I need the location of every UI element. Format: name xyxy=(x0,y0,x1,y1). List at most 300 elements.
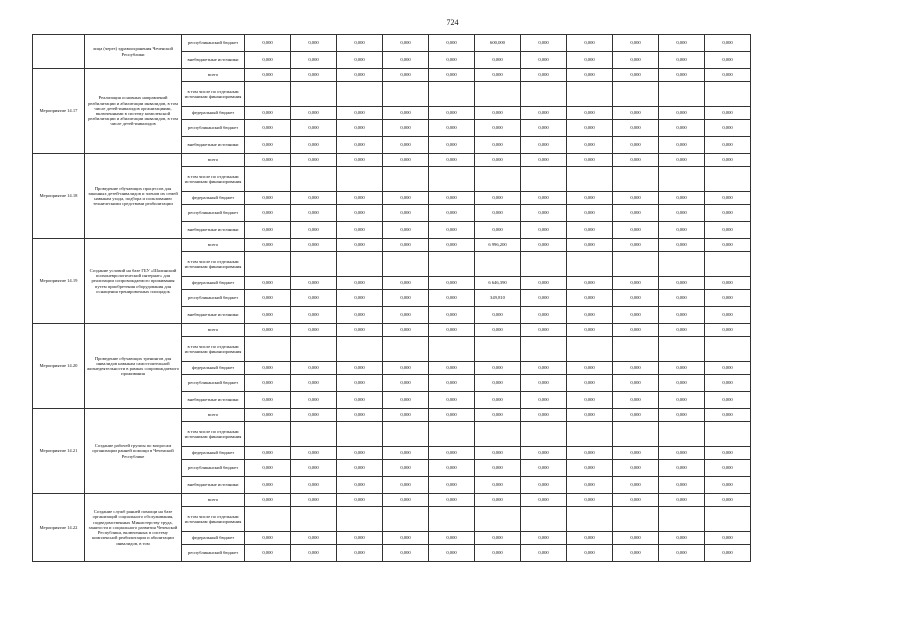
amount-cell: 0,000 xyxy=(245,460,291,477)
amount-cell: 0,000 xyxy=(245,324,291,337)
amount-cell: 0,000 xyxy=(613,205,659,222)
amount-cell: 0,000 xyxy=(567,460,613,477)
amount-cell xyxy=(383,82,429,107)
amount-cell xyxy=(521,422,567,447)
amount-cell xyxy=(521,252,567,277)
amount-cell: 0,000 xyxy=(383,409,429,422)
amount-cell: 0,000 xyxy=(337,137,383,154)
amount-cell: 0,000 xyxy=(475,532,521,545)
amount-cell: 0,000 xyxy=(291,324,337,337)
amount-cell: 0,000 xyxy=(291,290,337,307)
measure-name-cell: Реализация основных направлений реабилитации и абилитации инвалидов, в том числе детей-инвалидов организациями, включенными в систему комплексной реабилитации и абилитации инвалидов, в том числе детей-инвалидов xyxy=(85,69,182,154)
amount-cell: 0,000 xyxy=(613,239,659,252)
amount-cell: 0,000 xyxy=(659,154,705,167)
amount-cell: 0,000 xyxy=(567,532,613,545)
funding-source-cell: всего xyxy=(182,494,245,507)
amount-cell: 0,000 xyxy=(383,52,429,69)
funding-source-cell: внебюджетные источники xyxy=(182,477,245,494)
measure-code-cell: Мероприятие 14.21 xyxy=(33,409,85,494)
amount-cell: 0,000 xyxy=(613,277,659,290)
amount-cell: 0,000 xyxy=(383,494,429,507)
amount-cell: 0,000 xyxy=(521,222,567,239)
amount-cell: 0,000 xyxy=(521,460,567,477)
amount-cell: 0,000 xyxy=(567,35,613,52)
amount-cell xyxy=(429,252,475,277)
amount-cell: 0,000 xyxy=(383,205,429,222)
amount-cell: 0,000 xyxy=(567,477,613,494)
amount-cell xyxy=(429,167,475,192)
amount-cell: 0,000 xyxy=(245,409,291,422)
amount-cell xyxy=(521,507,567,532)
funding-source-cell: всего xyxy=(182,154,245,167)
amount-cell: 0,000 xyxy=(337,222,383,239)
amount-cell: 0,000 xyxy=(337,239,383,252)
amount-cell: 600,000 xyxy=(475,35,521,52)
amount-cell: 0,000 xyxy=(705,222,751,239)
amount-cell: 0,000 xyxy=(429,362,475,375)
amount-cell: 0,000 xyxy=(567,447,613,460)
amount-cell xyxy=(337,422,383,447)
amount-cell: 0,000 xyxy=(291,52,337,69)
amount-cell: 0,000 xyxy=(245,277,291,290)
amount-cell: 0,000 xyxy=(705,69,751,82)
funding-source-cell: федеральный бюджет xyxy=(182,532,245,545)
amount-cell: 0,000 xyxy=(245,494,291,507)
amount-cell: 349,810 xyxy=(475,290,521,307)
amount-cell xyxy=(567,422,613,447)
amount-cell xyxy=(337,252,383,277)
amount-cell xyxy=(521,167,567,192)
amount-cell: 0,000 xyxy=(429,375,475,392)
amount-cell: 0,000 xyxy=(383,154,429,167)
amount-cell xyxy=(337,167,383,192)
amount-cell: 0,000 xyxy=(613,192,659,205)
amount-cell: 0,000 xyxy=(383,277,429,290)
amount-cell xyxy=(613,252,659,277)
funding-source-cell: республиканский бюджет xyxy=(182,35,245,52)
funding-source-cell: всего xyxy=(182,409,245,422)
funding-source-cell: внебюджетные источники xyxy=(182,52,245,69)
amount-cell: 0,000 xyxy=(383,307,429,324)
amount-cell: 0,000 xyxy=(245,239,291,252)
amount-cell: 0,000 xyxy=(429,154,475,167)
amount-cell: 0,000 xyxy=(659,120,705,137)
amount-cell xyxy=(567,252,613,277)
amount-cell: 0,000 xyxy=(521,290,567,307)
amount-cell: 0,000 xyxy=(521,324,567,337)
amount-cell: 0,000 xyxy=(291,35,337,52)
amount-cell: 0,000 xyxy=(613,120,659,137)
amount-cell: 0,000 xyxy=(245,532,291,545)
amount-cell: 0,000 xyxy=(429,545,475,562)
amount-cell xyxy=(567,167,613,192)
amount-cell: 0,000 xyxy=(659,137,705,154)
amount-cell xyxy=(613,507,659,532)
amount-cell xyxy=(291,167,337,192)
amount-cell: 0,000 xyxy=(291,375,337,392)
amount-cell: 0,000 xyxy=(429,52,475,69)
amount-cell: 0,000 xyxy=(383,460,429,477)
amount-cell: 0,000 xyxy=(613,375,659,392)
amount-cell: 0,000 xyxy=(659,307,705,324)
amount-cell: 0,000 xyxy=(337,290,383,307)
amount-cell xyxy=(291,422,337,447)
amount-cell: 0,000 xyxy=(383,290,429,307)
measure-code-cell xyxy=(33,35,85,69)
amount-cell: 0,000 xyxy=(475,409,521,422)
amount-cell: 0,000 xyxy=(613,447,659,460)
amount-cell: 0,000 xyxy=(567,392,613,409)
amount-cell: 0,000 xyxy=(337,362,383,375)
amount-cell: 0,000 xyxy=(475,154,521,167)
amount-cell: 0,000 xyxy=(475,494,521,507)
funding-source-cell: республиканский бюджет xyxy=(182,375,245,392)
amount-cell xyxy=(475,252,521,277)
amount-cell: 0,000 xyxy=(291,137,337,154)
amount-cell: 0,000 xyxy=(245,307,291,324)
amount-cell xyxy=(659,252,705,277)
funding-source-cell: в том числе по отдельным источникам финансирования xyxy=(182,82,245,107)
amount-cell: 0,000 xyxy=(567,69,613,82)
table-row xyxy=(33,239,751,252)
amount-cell: 0,000 xyxy=(475,545,521,562)
amount-cell: 0,000 xyxy=(705,239,751,252)
amount-cell: 0,000 xyxy=(337,494,383,507)
funding-source-cell: в том числе по отдельным источникам финансирования xyxy=(182,507,245,532)
amount-cell: 0,000 xyxy=(613,69,659,82)
amount-cell: 0,000 xyxy=(291,69,337,82)
amount-cell: 0,000 xyxy=(475,52,521,69)
amount-cell: 0,000 xyxy=(429,107,475,120)
amount-cell: 0,000 xyxy=(337,477,383,494)
amount-cell: 0,000 xyxy=(521,409,567,422)
amount-cell: 0,000 xyxy=(613,409,659,422)
amount-cell: 0,000 xyxy=(659,69,705,82)
amount-cell: 0,000 xyxy=(521,392,567,409)
measure-name-cell: лица (через) здравоохранения Чеченской Республики xyxy=(85,35,182,69)
amount-cell xyxy=(291,252,337,277)
amount-cell: 0,000 xyxy=(245,120,291,137)
amount-cell xyxy=(383,337,429,362)
amount-cell: 0,000 xyxy=(245,107,291,120)
amount-cell: 0,000 xyxy=(659,290,705,307)
amount-cell xyxy=(705,507,751,532)
amount-cell xyxy=(429,507,475,532)
amount-cell: 0,000 xyxy=(613,222,659,239)
measure-code-cell: Мероприятие 14.22 xyxy=(33,494,85,562)
amount-cell: 0,000 xyxy=(337,154,383,167)
amount-cell xyxy=(659,82,705,107)
amount-cell: 0,000 xyxy=(475,392,521,409)
amount-cell xyxy=(613,337,659,362)
amount-cell xyxy=(613,422,659,447)
amount-cell: 0,000 xyxy=(475,324,521,337)
amount-cell: 0,000 xyxy=(659,52,705,69)
amount-cell: 0,000 xyxy=(337,107,383,120)
amount-cell: 0,000 xyxy=(567,107,613,120)
amount-cell: 0,000 xyxy=(337,532,383,545)
amount-cell: 0,000 xyxy=(383,362,429,375)
amount-cell xyxy=(613,167,659,192)
funding-source-cell: республиканский бюджет xyxy=(182,460,245,477)
amount-cell: 0,000 xyxy=(659,222,705,239)
amount-cell: 0,000 xyxy=(567,154,613,167)
amount-cell: 0,000 xyxy=(705,409,751,422)
amount-cell xyxy=(521,82,567,107)
amount-cell: 0,000 xyxy=(475,222,521,239)
amount-cell: 0,000 xyxy=(475,362,521,375)
amount-cell: 0,000 xyxy=(659,460,705,477)
amount-cell: 0,000 xyxy=(291,477,337,494)
amount-cell xyxy=(429,337,475,362)
amount-cell: 0,000 xyxy=(429,205,475,222)
amount-cell: 0,000 xyxy=(337,52,383,69)
amount-cell xyxy=(475,167,521,192)
amount-cell: 0,000 xyxy=(659,239,705,252)
funding-source-cell: республиканский бюджет xyxy=(182,545,245,562)
amount-cell: 0,000 xyxy=(245,222,291,239)
amount-cell: 0,000 xyxy=(429,35,475,52)
amount-cell: 0,000 xyxy=(429,137,475,154)
amount-cell: 0,000 xyxy=(245,392,291,409)
amount-cell: 0,000 xyxy=(291,409,337,422)
measure-name-cell: Проведение обучающих процессов для законных детей-инвалидов и членов их семей навыкам ухода, подбора и пользованию техническими средствами реабилитации xyxy=(85,154,182,239)
amount-cell: 0,000 xyxy=(475,307,521,324)
amount-cell: 0,000 xyxy=(245,375,291,392)
amount-cell: 0,000 xyxy=(567,375,613,392)
amount-cell: 0,000 xyxy=(705,532,751,545)
amount-cell: 0,000 xyxy=(613,477,659,494)
amount-cell: 0,000 xyxy=(567,192,613,205)
amount-cell: 0,000 xyxy=(337,277,383,290)
amount-cell xyxy=(659,337,705,362)
amount-cell: 0,000 xyxy=(613,35,659,52)
amount-cell: 0,000 xyxy=(245,545,291,562)
amount-cell: 0,000 xyxy=(291,107,337,120)
funding-source-cell: в том числе по отдельным источникам финансирования xyxy=(182,422,245,447)
amount-cell xyxy=(245,507,291,532)
amount-cell: 0,000 xyxy=(429,192,475,205)
page-number: 724 xyxy=(446,18,459,27)
amount-cell: 0,000 xyxy=(567,494,613,507)
amount-cell: 0,000 xyxy=(705,277,751,290)
amount-cell: 0,000 xyxy=(429,392,475,409)
amount-cell: 0,000 xyxy=(613,545,659,562)
amount-cell: 0,000 xyxy=(659,494,705,507)
amount-cell xyxy=(429,422,475,447)
amount-cell: 0,000 xyxy=(567,222,613,239)
measure-code-cell: Мероприятие 14.19 xyxy=(33,239,85,324)
amount-cell: 0,000 xyxy=(291,307,337,324)
funding-source-cell: федеральный бюджет xyxy=(182,192,245,205)
amount-cell: 0,000 xyxy=(705,460,751,477)
amount-cell: 0,000 xyxy=(245,52,291,69)
amount-cell: 0,000 xyxy=(291,205,337,222)
amount-cell: 0,000 xyxy=(613,107,659,120)
amount-cell: 0,000 xyxy=(245,69,291,82)
amount-cell: 0,000 xyxy=(705,362,751,375)
amount-cell: 0,000 xyxy=(245,154,291,167)
table-row xyxy=(33,324,751,337)
amount-cell: 0,000 xyxy=(337,69,383,82)
amount-cell: 0,000 xyxy=(245,290,291,307)
amount-cell: 0,000 xyxy=(567,205,613,222)
amount-cell xyxy=(475,422,521,447)
amount-cell: 0,000 xyxy=(383,35,429,52)
amount-cell xyxy=(245,337,291,362)
amount-cell: 0,000 xyxy=(567,324,613,337)
amount-cell xyxy=(475,82,521,107)
amount-cell xyxy=(383,507,429,532)
funding-source-cell: федеральный бюджет xyxy=(182,107,245,120)
funding-source-cell: республиканский бюджет xyxy=(182,290,245,307)
amount-cell: 0,000 xyxy=(705,545,751,562)
amount-cell: 0,000 xyxy=(245,362,291,375)
amount-cell: 0,000 xyxy=(705,154,751,167)
amount-cell: 0,000 xyxy=(659,277,705,290)
amount-cell: 0,000 xyxy=(475,137,521,154)
funding-source-cell: внебюджетные источники xyxy=(182,222,245,239)
amount-cell: 0,000 xyxy=(521,545,567,562)
amount-cell: 0,000 xyxy=(705,307,751,324)
funding-source-cell: внебюджетные источники xyxy=(182,392,245,409)
amount-cell xyxy=(291,507,337,532)
measure-name-cell: Проведение обучающих тренингов для инвалидов навыкам самостоятельной жизнедеятельности в рамках сопровождаемого проживания xyxy=(85,324,182,409)
amount-cell: 0,000 xyxy=(521,307,567,324)
measure-name-cell: Создание служб ранней помощи на базе организаций социального обслуживания, подведомственных Министерству труда, занятости и социального развития Чеченской Республики, включенных в систему комплексной реабилитации и абилитации инвалидов, в том xyxy=(85,494,182,562)
amount-cell: 0,000 xyxy=(429,120,475,137)
amount-cell: 0,000 xyxy=(659,392,705,409)
amount-cell xyxy=(475,507,521,532)
amount-cell: 0,000 xyxy=(705,375,751,392)
amount-cell: 0,000 xyxy=(291,545,337,562)
amount-cell: 0,000 xyxy=(337,409,383,422)
amount-cell: 0,000 xyxy=(613,494,659,507)
table-row xyxy=(33,35,751,52)
amount-cell: 0,000 xyxy=(291,222,337,239)
amount-cell: 0,000 xyxy=(245,137,291,154)
amount-cell: 0,000 xyxy=(659,35,705,52)
amount-cell: 0,000 xyxy=(705,192,751,205)
amount-cell xyxy=(383,167,429,192)
amount-cell: 0,000 xyxy=(291,447,337,460)
amount-cell: 0,000 xyxy=(705,447,751,460)
measure-code-cell: Мероприятие 14.20 xyxy=(33,324,85,409)
amount-cell: 0,000 xyxy=(705,205,751,222)
amount-cell xyxy=(383,252,429,277)
amount-cell: 0,000 xyxy=(613,392,659,409)
amount-cell: 0,000 xyxy=(613,52,659,69)
amount-cell: 0,000 xyxy=(659,205,705,222)
measure-code-cell: Мероприятие 14.18 xyxy=(33,154,85,239)
amount-cell: 0,000 xyxy=(429,532,475,545)
amount-cell: 0,000 xyxy=(337,545,383,562)
amount-cell: 0,000 xyxy=(429,277,475,290)
amount-cell: 0,000 xyxy=(245,477,291,494)
amount-cell xyxy=(383,422,429,447)
amount-cell: 0,000 xyxy=(659,532,705,545)
amount-cell: 0,000 xyxy=(383,137,429,154)
amount-cell xyxy=(291,337,337,362)
amount-cell: 0,000 xyxy=(521,52,567,69)
amount-cell: 0,000 xyxy=(521,447,567,460)
amount-cell: 0,000 xyxy=(521,205,567,222)
amount-cell: 0,000 xyxy=(613,137,659,154)
amount-cell: 0,000 xyxy=(521,532,567,545)
amount-cell: 0,000 xyxy=(705,477,751,494)
amount-cell: 0,000 xyxy=(383,447,429,460)
table-row xyxy=(33,409,751,422)
amount-cell xyxy=(475,337,521,362)
amount-cell: 0,000 xyxy=(429,69,475,82)
funding-source-cell: всего xyxy=(182,239,245,252)
amount-cell: 0,000 xyxy=(291,154,337,167)
amount-cell: 0,000 xyxy=(429,290,475,307)
amount-cell: 0,000 xyxy=(705,107,751,120)
funding-source-cell: всего xyxy=(182,69,245,82)
amount-cell xyxy=(337,337,383,362)
amount-cell xyxy=(567,507,613,532)
amount-cell: 0,000 xyxy=(705,392,751,409)
amount-cell: 0,000 xyxy=(429,460,475,477)
amount-cell: 0,000 xyxy=(475,477,521,494)
measure-code-cell: Мероприятие 14.17 xyxy=(33,69,85,154)
funding-source-cell: всего xyxy=(182,324,245,337)
amount-cell: 0,000 xyxy=(429,409,475,422)
amount-cell xyxy=(705,422,751,447)
amount-cell: 0,000 xyxy=(337,460,383,477)
funding-source-cell: внебюджетные источники xyxy=(182,137,245,154)
amount-cell: 0,000 xyxy=(475,107,521,120)
amount-cell: 0,000 xyxy=(475,460,521,477)
amount-cell xyxy=(291,82,337,107)
amount-cell: 0,000 xyxy=(383,239,429,252)
amount-cell: 0,000 xyxy=(521,107,567,120)
amount-cell: 0,000 xyxy=(429,239,475,252)
amount-cell: 0,000 xyxy=(475,120,521,137)
amount-cell: 0,000 xyxy=(429,307,475,324)
amount-cell: 0,000 xyxy=(383,477,429,494)
amount-cell xyxy=(705,167,751,192)
amount-cell xyxy=(429,82,475,107)
amount-cell: 0,000 xyxy=(613,532,659,545)
amount-cell: 0,000 xyxy=(245,192,291,205)
amount-cell: 0,000 xyxy=(245,447,291,460)
amount-cell: 0,000 xyxy=(383,532,429,545)
amount-cell: 0,000 xyxy=(383,392,429,409)
amount-cell xyxy=(337,507,383,532)
funding-source-cell: в том числе по отдельным источникам финансирования xyxy=(182,167,245,192)
amount-cell: 0,000 xyxy=(475,192,521,205)
amount-cell: 0,000 xyxy=(567,120,613,137)
amount-cell: 0,000 xyxy=(291,192,337,205)
amount-cell: 0,000 xyxy=(613,290,659,307)
amount-cell: 0,000 xyxy=(521,477,567,494)
amount-cell: 0,000 xyxy=(659,409,705,422)
amount-cell: 0,000 xyxy=(659,324,705,337)
amount-cell: 0,000 xyxy=(383,120,429,137)
amount-cell: 0,000 xyxy=(521,362,567,375)
amount-cell: 0,000 xyxy=(429,324,475,337)
amount-cell: 0,000 xyxy=(429,477,475,494)
amount-cell: 0,000 xyxy=(567,277,613,290)
amount-cell xyxy=(567,82,613,107)
amount-cell: 0,000 xyxy=(705,137,751,154)
amount-cell: 0,000 xyxy=(705,120,751,137)
amount-cell: 0,000 xyxy=(291,120,337,137)
amount-cell: 0,000 xyxy=(383,545,429,562)
amount-cell xyxy=(705,82,751,107)
